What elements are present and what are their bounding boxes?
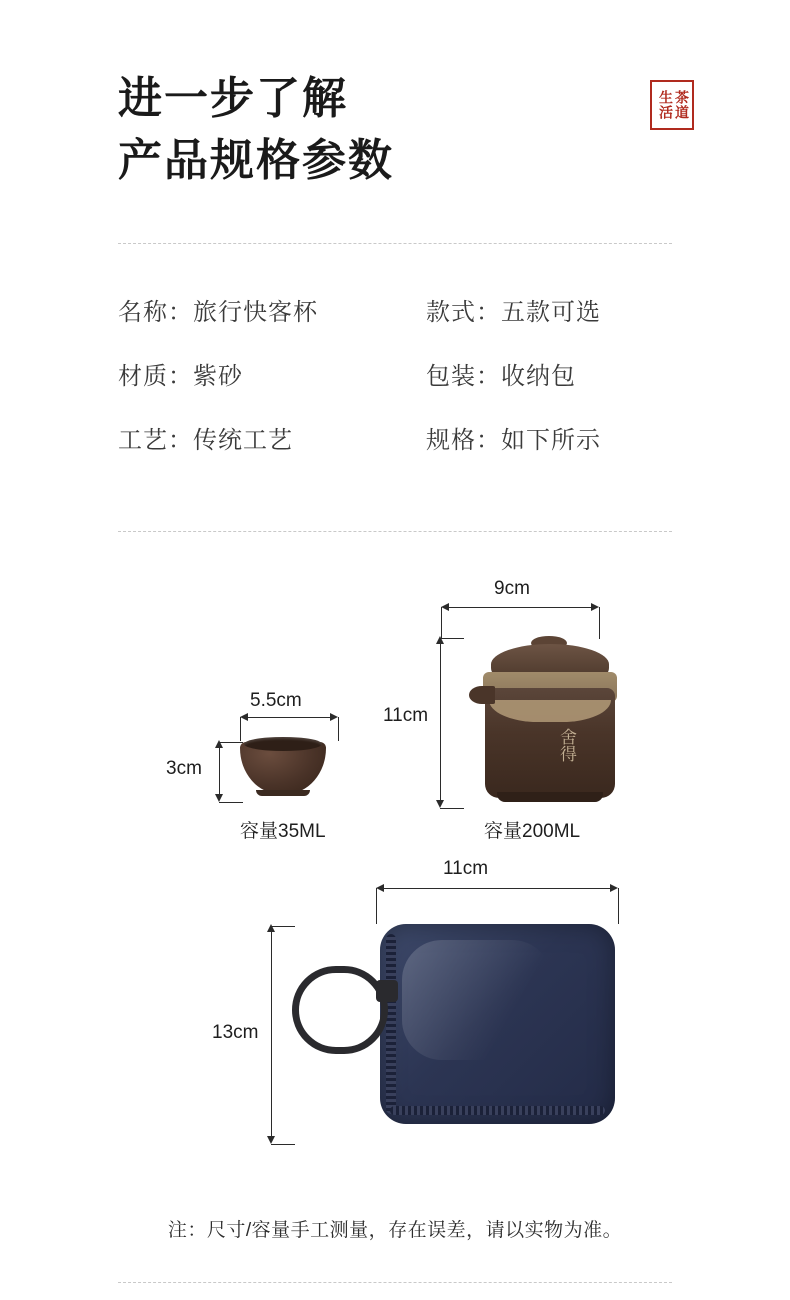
spec-label: 规格：: [426, 427, 501, 454]
small-cup-body: [240, 742, 326, 794]
bag-width-tick-left: [376, 888, 377, 924]
small-cup-width-arrow-right: [330, 713, 338, 721]
spec-cell-name: [118, 292, 398, 327]
big-cup-width-arrow-right: [591, 603, 599, 611]
small-cup-width-label: 5.5cm: [250, 690, 302, 711]
page-title: [118, 68, 394, 192]
bag-height-tick-top: [271, 926, 295, 927]
bag-width-tick-right: [618, 888, 619, 924]
spec-label: 工艺：: [118, 427, 193, 454]
title-line-1: 进一步了解: [118, 74, 348, 123]
small-cup-height-arrow-down: [215, 794, 223, 802]
big-cup-height-arrow-down: [436, 800, 444, 808]
small-cup-height-tick-bottom: [219, 802, 243, 803]
footer-note: 注：尺寸/容量手工测量，存在误差，请以实物为准。: [167, 1220, 623, 1241]
bag-illustration: [380, 924, 615, 1124]
spec-label: 材质：: [118, 363, 193, 390]
cup-diagram: [0, 560, 790, 860]
divider-bottom: [118, 1282, 672, 1283]
seal-text-right: 茶道: [673, 90, 688, 120]
bag-height-arrow-down: [267, 1136, 275, 1144]
bag-diagram: [0, 860, 790, 1200]
bag-highlight: [402, 940, 552, 1060]
small-cup-width-tick-right: [338, 717, 339, 741]
spec-value: 五款可选: [501, 299, 601, 326]
spec-label: 款式：: [426, 299, 501, 326]
spec-row: [118, 420, 678, 484]
big-cup-height-line: [440, 638, 441, 806]
big-cup-height-tick-top: [440, 638, 464, 639]
bag-width-arrow-left: [376, 884, 384, 892]
spec-value: 收纳包: [501, 363, 576, 390]
big-cup-width-label: 9cm: [494, 578, 530, 599]
spec-cell-craft: [118, 420, 398, 455]
bag-height-label: 13cm: [212, 1022, 259, 1043]
spec-value: 传统工艺: [193, 427, 293, 454]
pot-base: [497, 792, 603, 802]
big-cup-width-line: [443, 607, 597, 608]
spec-value: 紫砂: [193, 363, 243, 390]
small-cup-height-label: 3cm: [166, 758, 202, 779]
bag-width-label: 11cm: [443, 858, 489, 879]
spec-value: 旅行快客杯: [193, 299, 318, 326]
spec-list: [118, 292, 678, 484]
engraving-text: 舍得: [557, 728, 576, 762]
bag-zipper-left: [386, 934, 396, 1114]
spec-cell-material: [118, 356, 398, 391]
bag-zipper-bottom: [390, 1106, 605, 1115]
big-cup-width-arrow-left: [441, 603, 449, 611]
big-cup-width-tick-right: [599, 607, 600, 639]
spec-label: 名称：: [118, 299, 193, 326]
small-cup-height-tick-top: [219, 742, 243, 743]
divider-top: [118, 243, 672, 244]
divider-middle: [118, 531, 672, 532]
spec-row: [118, 292, 678, 356]
bag-height-line: [271, 926, 272, 1142]
small-cup-height-line: [219, 742, 220, 798]
spec-value: 如下所示: [501, 427, 601, 454]
small-cup-width-tick-left: [240, 717, 241, 741]
spec-cell-size: [398, 420, 678, 455]
title-line-2: 产品规格参数: [118, 136, 394, 185]
bag-strap-tab: [376, 980, 398, 1002]
page-header: [0, 0, 790, 230]
bag-wrist-strap: [292, 966, 388, 1054]
big-cup-capacity-label: 容量200ML: [484, 821, 581, 842]
spout: [469, 686, 495, 704]
bag-height-tick-bottom: [271, 1144, 295, 1145]
small-cup-capacity-label: 容量35ML: [240, 821, 326, 842]
big-cup-height-label: 11cm: [383, 705, 429, 726]
big-cup-width-tick-left: [441, 607, 442, 639]
small-cup-foot: [256, 790, 310, 796]
big-cup-height-tick-bottom: [440, 808, 464, 809]
spec-cell-style: [398, 292, 678, 327]
spec-label: 包装：: [426, 363, 501, 390]
bag-width-arrow-right: [610, 884, 618, 892]
small-cup-width-line: [242, 717, 336, 718]
spec-cell-packaging: [398, 356, 678, 391]
seal-text-left: 生活: [657, 90, 672, 120]
spec-row: [118, 356, 678, 420]
small-cup-width-arrow-left: [240, 713, 248, 721]
brand-seal-icon: [650, 80, 694, 130]
big-cup-illustration: [455, 616, 675, 836]
bag-width-line: [378, 888, 616, 889]
